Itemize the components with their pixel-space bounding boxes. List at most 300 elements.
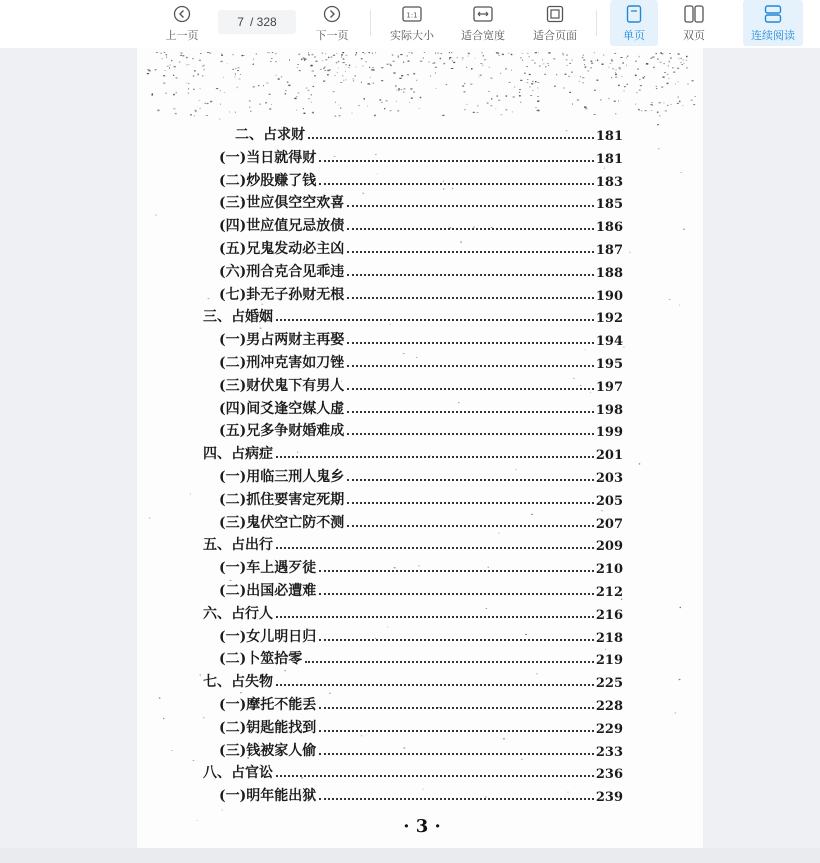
scan-speck [490, 78, 492, 79]
scan-speck [200, 674, 201, 675]
scan-speck [267, 52, 269, 53]
toc-entry-page: 236 [595, 767, 623, 783]
scan-speck [152, 93, 153, 95]
scan-speck [312, 54, 314, 56]
scan-speck [496, 52, 497, 53]
scan-speck [623, 347, 625, 348]
scan-speck [340, 82, 342, 83]
scan-speck [356, 52, 357, 53]
actual-size-button[interactable] [384, 0, 440, 46]
scan-speck [398, 90, 400, 91]
scan-speck [571, 72, 573, 73]
scan-speck [591, 63, 593, 64]
toc-entry-row[interactable] [219, 646, 623, 668]
toc-entry-title: (一)明年能出狱 [219, 788, 317, 805]
toc-leader-dots [319, 639, 594, 641]
scan-speck [532, 60, 534, 61]
scan-speck [219, 119, 220, 120]
scan-speck [410, 88, 412, 89]
scan-speck [339, 115, 341, 116]
scan-speck [303, 108, 304, 109]
scan-speck [322, 52, 323, 53]
scan-speck [310, 65, 312, 67]
toc-entry-row[interactable] [219, 418, 623, 440]
toc-entry-row[interactable] [219, 692, 623, 714]
scan-speck [615, 74, 617, 76]
scan-speck [420, 61, 422, 62]
bottom-bar [0, 848, 820, 863]
scan-speck [406, 55, 408, 56]
toc-entry-title: (一)用临三刑人鬼乡 [219, 469, 345, 485]
scan-speck [614, 101, 616, 103]
toc-entry-title: (三)鬼伏空亡防不测 [219, 514, 345, 531]
toc-entry-row[interactable] [219, 464, 623, 486]
scan-speck [582, 77, 584, 78]
scan-speck [175, 113, 177, 114]
scan-speck [562, 53, 563, 54]
scan-speck [595, 60, 596, 61]
scan-speck [514, 86, 515, 87]
toolbar-divider [370, 10, 371, 36]
toc-entry-row[interactable] [219, 738, 623, 760]
scan-speck [342, 62, 344, 63]
scan-speck [660, 62, 662, 63]
total-pages-value: / 328 [249, 15, 277, 29]
toc-entry-title: 二、占求财 [235, 127, 305, 143]
scan-speck [186, 57, 187, 58]
scan-speck [345, 64, 346, 65]
svg-text:1:1: 1:1 [406, 11, 418, 19]
fit-width-button[interactable] [455, 0, 511, 46]
scan-speck [534, 62, 535, 63]
scan-speck [148, 70, 150, 71]
scan-speck [534, 52, 535, 53]
scan-speck [535, 81, 537, 82]
toc-entry-row[interactable] [219, 555, 623, 577]
scan-speck [480, 63, 482, 64]
scan-speck [479, 77, 480, 78]
scan-speck [691, 100, 693, 101]
scan-speck [411, 98, 413, 99]
scan-speck [401, 75, 403, 76]
scan-speck [163, 75, 165, 76]
toc-entry-page: 185 [595, 197, 623, 213]
toc-entry-row[interactable] [219, 327, 623, 349]
scan-speck [308, 52, 309, 53]
scan-speck [609, 67, 610, 69]
scan-speck [234, 76, 235, 77]
scan-speck [611, 61, 613, 62]
scan-speck [208, 298, 210, 299]
scan-speck [585, 66, 587, 68]
scan-speck [336, 62, 338, 64]
scan-speck [411, 52, 412, 53]
toc-entry-page: 233 [595, 744, 623, 760]
scan-speck [341, 54, 343, 55]
scan-speck [615, 72, 616, 73]
double-page-label: 双页 [683, 29, 705, 42]
toc-entry-row[interactable] [219, 190, 623, 212]
scan-speck [207, 103, 209, 104]
scan-speck [241, 55, 243, 56]
toc-entry-title: (三)钱被家人偷 [219, 742, 317, 759]
scan-speck [200, 53, 202, 54]
scan-speck [615, 77, 617, 78]
scan-speck [328, 57, 329, 58]
scan-speck [530, 86, 531, 87]
toc-leader-dots [347, 479, 594, 481]
toc-section-row[interactable] [203, 304, 623, 326]
scan-speck [340, 108, 341, 109]
scan-speck [543, 64, 545, 65]
single-page-label: 单页 [623, 29, 645, 42]
scan-speck [353, 80, 354, 81]
scan-speck [253, 63, 254, 65]
scan-speck [569, 92, 571, 93]
scan-speck [193, 760, 195, 761]
scan-speck [320, 69, 322, 70]
toc-section-row[interactable] [203, 760, 623, 782]
scan-speck [662, 53, 664, 54]
scan-speck [639, 90, 641, 91]
scan-speck [393, 61, 395, 62]
next-page-label: 下一页 [315, 29, 349, 42]
scan-speck [611, 77, 612, 79]
scan-speck [661, 52, 662, 54]
scan-speck [256, 54, 257, 55]
scan-speck [207, 52, 209, 53]
scan-speck [585, 108, 587, 109]
scan-speck [680, 607, 681, 608]
toc-entry-title: 四、占病症 [203, 446, 273, 463]
scan-speck [188, 93, 189, 94]
toc-entry-row[interactable] [219, 624, 623, 646]
toc-entry-row[interactable] [219, 259, 623, 281]
scan-speck [491, 98, 492, 99]
scan-speck [601, 99, 602, 101]
scan-speck [193, 89, 194, 90]
scan-speck [505, 68, 507, 69]
toc-leader-dots [308, 137, 594, 139]
scan-speck [545, 66, 546, 67]
scan-speck [349, 65, 350, 66]
scan-speck [165, 93, 167, 94]
scan-speck [537, 101, 539, 102]
scan-speck [372, 67, 374, 68]
scan-speck [440, 58, 442, 59]
scan-speck [530, 95, 532, 96]
scan-speck [202, 75, 204, 76]
scan-speck [657, 124, 659, 125]
scan-speck [483, 55, 484, 57]
toc-leader-dots [347, 388, 594, 390]
scan-speck [481, 53, 483, 54]
scan-speck [375, 52, 376, 53]
scan-speck [548, 52, 550, 53]
toc-leader-dots [276, 319, 594, 321]
toc-leader-dots [347, 365, 594, 367]
scan-speck [232, 69, 234, 70]
toc-entry-title: (二)出国必遭难 [219, 583, 317, 599]
scan-speck [664, 72, 666, 73]
scan-speck [285, 93, 287, 94]
toc-entry-page: 239 [595, 790, 623, 806]
scan-speck [204, 69, 205, 71]
scan-speck [635, 103, 636, 104]
scan-speck [164, 52, 166, 53]
scan-speck [361, 82, 362, 84]
scan-speck [462, 58, 464, 59]
scan-speck [170, 65, 171, 66]
scan-speck [180, 52, 181, 53]
scan-speck [296, 110, 297, 111]
scan-speck [199, 88, 200, 89]
toc-entry-row[interactable] [219, 396, 623, 418]
toc-entry-row[interactable] [219, 715, 623, 737]
scan-speck [333, 92, 335, 93]
scan-speck [446, 84, 447, 85]
scan-speck [681, 62, 682, 63]
scan-speck [623, 91, 625, 92]
scan-speck [206, 115, 208, 116]
toc-entry-title: (七)卦无子孙财无根 [219, 286, 345, 303]
scan-speck [669, 299, 671, 300]
scan-speck [281, 76, 282, 77]
scan-speck [308, 90, 310, 91]
scan-speck [370, 77, 371, 78]
scan-speck [325, 53, 326, 54]
scan-speck [381, 80, 383, 81]
scan-speck [362, 66, 363, 67]
scan-speck [437, 53, 439, 54]
scan-speck [536, 107, 537, 108]
scan-speck [520, 80, 522, 81]
toc-entry-row[interactable] [219, 350, 623, 372]
scan-speck [200, 108, 201, 109]
scan-speck [404, 88, 406, 89]
scan-speck [316, 61, 318, 62]
prev-page-button[interactable] [158, 0, 206, 46]
toc-entry-row[interactable] [219, 236, 623, 258]
toc-leader-dots [347, 228, 594, 230]
scan-speck [400, 54, 402, 55]
scan-speck [435, 72, 436, 74]
scan-speck [566, 59, 568, 60]
scan-speck [179, 62, 180, 63]
scan-speck [263, 85, 264, 86]
scan-speck [327, 74, 329, 75]
toc-leader-dots [319, 160, 594, 162]
scan-speck [269, 52, 270, 53]
toc-entry-row[interactable] [219, 213, 623, 235]
scan-speck [639, 463, 640, 464]
toc-entry-page: 212 [595, 585, 623, 600]
scan-speck [194, 70, 195, 72]
toc-entry-page: 181 [595, 129, 623, 144]
scan-speck [409, 102, 410, 103]
toc-section-row[interactable] [203, 532, 623, 554]
toc-leader-dots [347, 297, 594, 299]
scan-speck [169, 67, 170, 69]
scan-speck [260, 104, 261, 105]
scan-speck [678, 53, 680, 55]
scan-speck [368, 83, 370, 85]
scan-speck [650, 58, 652, 59]
chevron-right-circle-icon [323, 4, 341, 24]
scan-speck [237, 87, 238, 89]
toc-leader-dots [347, 342, 594, 344]
scan-speck [618, 101, 619, 102]
scan-speck [370, 84, 371, 85]
scan-speck [181, 53, 182, 54]
scan-speck [190, 114, 192, 115]
toc-section-row[interactable] [203, 441, 623, 463]
single-page-button[interactable] [610, 0, 658, 46]
fit-page-button[interactable] [527, 0, 583, 46]
scan-speck [679, 679, 681, 680]
scan-speck [677, 68, 679, 69]
scan-speck [343, 58, 345, 59]
continuous-reading-button[interactable] [743, 0, 803, 46]
scan-speck [298, 54, 300, 56]
toc-entry-row[interactable] [219, 487, 623, 509]
scan-speck [644, 76, 645, 77]
scan-speck [249, 107, 250, 108]
scan-speck [491, 105, 493, 106]
scan-speck [577, 100, 579, 101]
scan-speck [536, 110, 537, 111]
toc-section-row[interactable] [235, 122, 623, 144]
scan-speck [462, 60, 463, 61]
scan-speck [505, 109, 507, 110]
scan-speck [646, 63, 648, 65]
scan-speck [165, 70, 166, 71]
scan-speck [304, 59, 306, 60]
scan-speck [240, 74, 241, 75]
toc-entry-title: (五)兄多争财婚难成 [219, 423, 345, 440]
toc-entry-page: 219 [595, 653, 623, 669]
scan-speck [297, 96, 298, 97]
toc-entry-page: 199 [595, 425, 623, 441]
current-page-value[interactable]: 7 [237, 15, 244, 29]
scan-speck [155, 69, 157, 70]
scan-speck [639, 56, 640, 58]
scan-speck [572, 60, 573, 61]
toc-section-row[interactable] [203, 669, 623, 691]
toc-leader-dots [347, 433, 594, 435]
scan-speck [635, 61, 637, 62]
toc-entry-row[interactable] [219, 282, 623, 304]
scan-speck [323, 68, 324, 69]
scan-speck [288, 85, 290, 87]
toc-entry-row[interactable] [219, 145, 623, 167]
actual-size-icon [402, 4, 422, 24]
scan-speck [488, 91, 489, 92]
scan-speck [329, 69, 331, 70]
scan-speck [580, 76, 581, 77]
scan-speck [163, 83, 165, 84]
scan-speck [379, 99, 381, 100]
scan-speck [258, 85, 259, 86]
toc-entry-title: (二)刑冲克害如刀锉 [219, 355, 345, 371]
scan-speck [299, 70, 301, 71]
page-number-footer: · 3 · [403, 816, 441, 837]
toc-leader-dots [319, 707, 594, 709]
scan-speck [622, 62, 623, 63]
scan-speck [500, 73, 501, 74]
toc-entry-row[interactable] [219, 373, 623, 395]
toc-leader-dots [305, 661, 594, 663]
toc-entry-row[interactable] [219, 168, 623, 190]
scan-speck [594, 90, 595, 91]
scan-speck [553, 58, 555, 59]
scan-speck [413, 73, 415, 75]
double-page-button[interactable] [670, 0, 718, 46]
scan-speck [484, 59, 486, 60]
scan-speck [584, 64, 585, 65]
scan-speck [520, 57, 521, 59]
scan-speck [681, 172, 682, 173]
toc-leader-dots [347, 502, 594, 504]
scan-speck [285, 90, 286, 91]
scan-speck [452, 60, 453, 61]
scan-speck [686, 60, 687, 61]
scan-speck [563, 88, 565, 89]
toc-entry-title: 三、占婚姻 [203, 309, 273, 326]
scan-speck [149, 517, 150, 518]
scan-speck [678, 96, 679, 97]
scan-speck [537, 82, 539, 83]
toc-entry-row[interactable] [219, 783, 623, 805]
scan-speck [645, 110, 647, 111]
scan-speck [233, 54, 234, 55]
scan-speck [366, 61, 367, 62]
toc-leader-dots [276, 616, 594, 618]
scan-speck [210, 53, 211, 54]
scan-speck [665, 110, 667, 111]
scan-speck [512, 111, 513, 112]
scan-speck [384, 108, 385, 109]
scan-speck [349, 67, 350, 68]
toc-entry-row[interactable] [219, 578, 623, 600]
scan-speck [430, 76, 431, 77]
toc-entry-title: (二)卜筮拾零 [219, 651, 303, 668]
scan-speck [173, 75, 174, 76]
scan-speck [451, 52, 452, 53]
scan-speck [399, 78, 401, 79]
toc-entry-page: 195 [595, 357, 623, 372]
scan-speck [298, 92, 300, 93]
scan-speck [403, 62, 404, 63]
scan-speck [506, 95, 508, 96]
scan-speck [651, 102, 652, 103]
scan-speck [527, 53, 528, 54]
scan-speck [390, 110, 392, 111]
document-viewer[interactable] [0, 48, 820, 863]
toc-entry-title: (一)摩托不能丢 [219, 697, 317, 713]
toc-entry-row[interactable] [219, 510, 623, 532]
scan-speck [582, 82, 584, 83]
next-page-button[interactable] [308, 0, 356, 46]
toc-leader-dots [276, 547, 594, 549]
scan-speck [189, 64, 190, 65]
scan-speck [627, 56, 628, 57]
page-number-input[interactable] [218, 10, 296, 34]
scan-speck [657, 112, 659, 113]
scan-speck [222, 809, 223, 810]
scan-speck [627, 84, 628, 85]
toc-section-row[interactable] [203, 601, 623, 623]
